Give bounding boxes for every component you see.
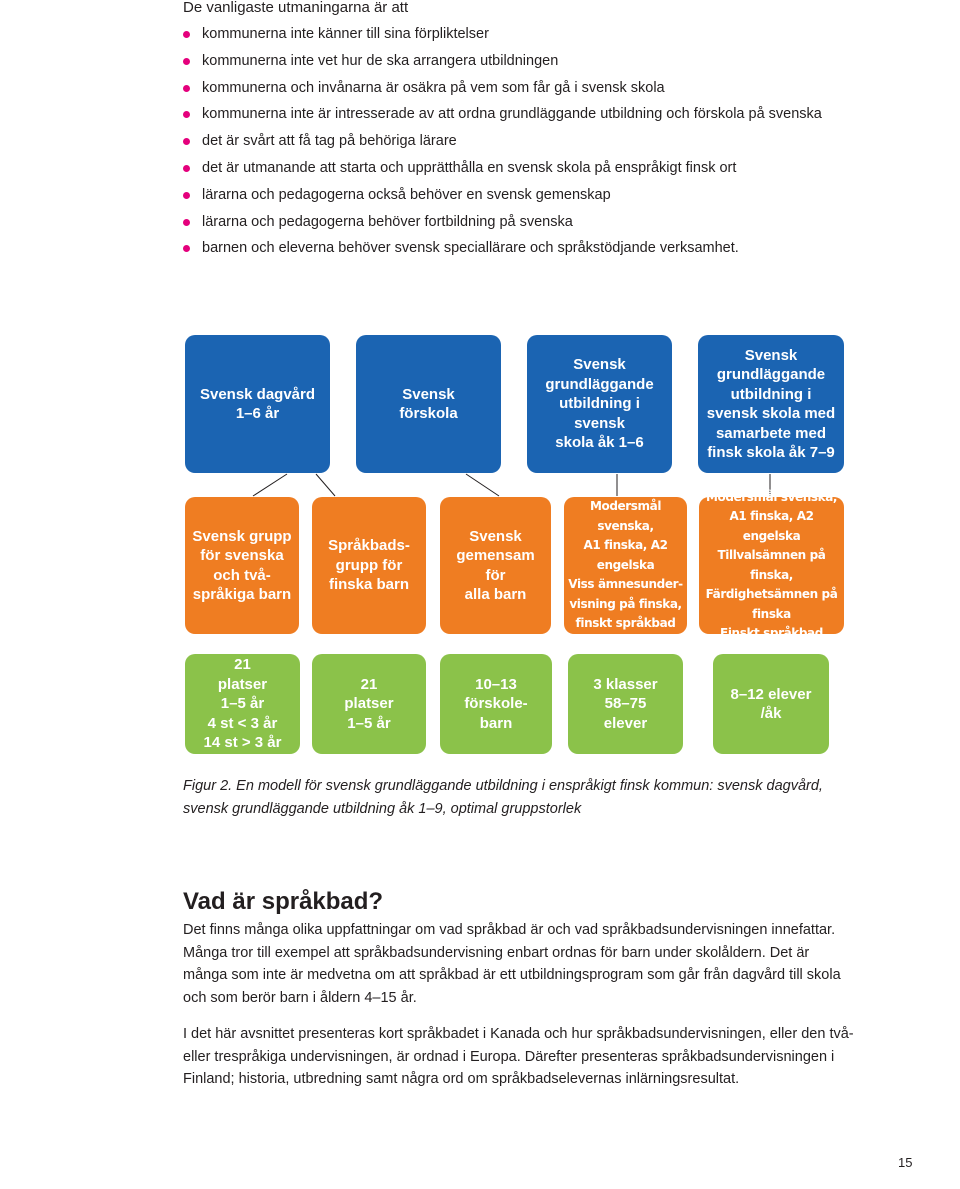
connector-line xyxy=(466,474,499,496)
bullet-dot-icon xyxy=(183,138,190,145)
challenge-list xyxy=(183,23,863,264)
box-sprakbadsgrupp: Språkbads- grupp för finska barn xyxy=(312,497,426,634)
section-heading: Vad är språkbad? xyxy=(183,888,384,915)
figure-caption: Figur 2. En modell för svensk grundläggande utbildning i enspråkigt finsk kommun: svensk dagvård, svensk grundläggande utbildning åk 1–9, optimal gruppstorlek xyxy=(183,778,823,817)
box-elever-per-ak: 8–12 elever /åk xyxy=(713,654,829,754)
box-forskolebarn: 10–13 förskole- barn xyxy=(440,654,552,754)
box-platser-dagvard: 21 platser 1–5 år 4 st < 3 år 14 st > 3 år xyxy=(185,654,300,754)
box-svensk-forskola: Svensk förskola xyxy=(356,335,501,473)
list-item xyxy=(183,50,863,73)
bullet-dot-icon xyxy=(183,58,190,65)
list-item xyxy=(183,77,863,100)
box-grundlaggande-ak1-6: Svensk grundläggande utbildning i svensk skola åk 1–6 xyxy=(527,335,672,473)
list-item-text: kommunerna inte känner till sina förpliktelser xyxy=(202,26,489,42)
list-item-text: kommunerna inte är intresserade av att ordna grundläggande utbildning och förskola på svenska xyxy=(202,106,822,123)
connector-line xyxy=(316,474,335,496)
box-modersmal-ak7-9: Modersmål svenska, A1 finska, A2 engelska Tillvalsämnen på finska, Färdighetsämnen på finska Finskt språkbad xyxy=(699,497,844,634)
bullet-dot-icon xyxy=(183,111,190,118)
list-item-text: kommunerna inte vet hur de ska arrangera utbildningen xyxy=(202,52,559,69)
bullet-dot-icon xyxy=(183,165,190,172)
bullet-dot-icon xyxy=(183,219,190,226)
box-modersmal-ak1-6: Modersmål svenska, A1 finska, A2 engelska Viss ämnesunder- visning på finska, finskt språkbad xyxy=(564,497,687,634)
list-item-text: lärarna och pedagogerna också behöver en svensk gemenskap xyxy=(202,186,611,203)
list-item-text: det är utmanande att starta och upprätthålla en svensk skola på enspråkigt finsk ort xyxy=(202,159,737,176)
box-svensk-gemensam: Svensk gemensam för alla barn xyxy=(440,497,551,634)
box-svensk-dagvard: Svensk dagvård 1–6 år xyxy=(185,335,330,473)
list-item xyxy=(183,157,863,180)
page-number: 15 xyxy=(898,1155,913,1170)
box-svensk-grupp: Svensk grupp för svenska och två- språkiga barn xyxy=(185,497,299,634)
list-item-text: barnen och eleverna behöver svensk speciallärare och språkstödjande verksamhet. xyxy=(202,240,739,257)
list-item xyxy=(183,103,863,126)
connector-line xyxy=(253,474,287,496)
list-item xyxy=(183,184,863,207)
intro-title: De vanligaste utmaningarna är att xyxy=(183,0,409,16)
box-klasser: 3 klasser 58–75 elever xyxy=(568,654,683,754)
bullet-dot-icon xyxy=(183,192,190,199)
list-item xyxy=(183,23,863,46)
box-grundlaggande-ak7-9: Svensk grundläggande utbildning i svensk skola med samarbete med finsk skola åk 7–9 xyxy=(698,335,844,473)
body-paragraph: I det här avsnittet presenteras kort språkbadet i Kanada och hur språkbadsundervisningen, eller den två- eller trespråkiga undervisningen, är ordnad i Europa. Därefter presenteras språkbadsundervisningen i Finland; historia, utbredning samt några ord om språkbadselevernas inlärningsresultat. xyxy=(183,1026,854,1088)
list-item-text: kommunerna och invånarna är osäkra på vem som får gå i svensk skola xyxy=(202,79,665,96)
bullet-dot-icon xyxy=(183,85,190,92)
list-item-text: det är svårt att få tag på behöriga lärare xyxy=(202,133,457,150)
box-platser-sprakbad: 21 platser 1–5 år xyxy=(312,654,426,754)
body-paragraph: Det finns många olika uppfattningar om vad språkbad är och vad språkbadsundervisningen innefattar. Många tror till exempel att språkbadsundervisning enbart ordnas för barn under skolåldern. Det är många som inte är medvetna om att språkbad är ett utbildningsprogram som går från dagvård till skola och som berör barn i åldern 4–15 år. xyxy=(183,922,841,1006)
list-item xyxy=(183,237,863,260)
bullet-dot-icon xyxy=(183,31,190,38)
bullet-dot-icon xyxy=(183,245,190,252)
list-item-text: lärarna och pedagogerna behöver fortbildning på svenska xyxy=(202,213,573,230)
list-item xyxy=(183,211,863,234)
list-item xyxy=(183,130,863,153)
